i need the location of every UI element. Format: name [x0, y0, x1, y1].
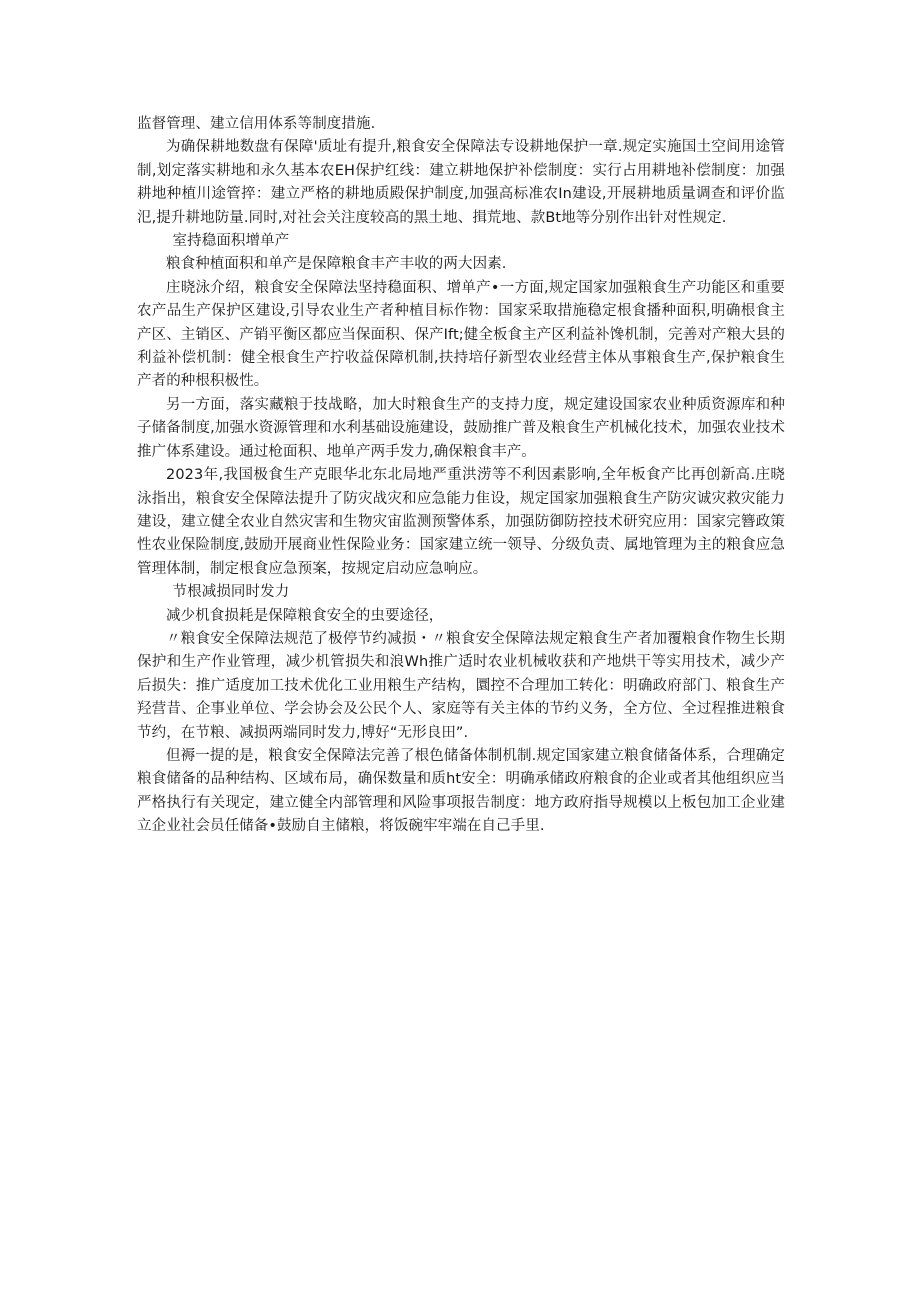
paragraph-two-factors: 粮食种植面积和单产是保障粮食丰产丰收的两大因素.	[166, 256, 507, 273]
paragraph-technology: 另一方面，落实藏粮于技战略，加大时粮食生产的支持力度，规定建设国家农业种质资源库和种子储备制度,加强水资源管理和水利基础设施建设，鼓励推广普及粮食生产机械化技术，加强农业技术推广体系建设。通过枪面积、地单产两手发力,确保粮食丰产。	[137, 396, 785, 460]
paragraph-continuation: 监督管理、建立信用体系等制度措施.	[137, 116, 376, 132]
paragraph-grain-reserve: 但褥一提的是，粮食安全保障法完善了根色储备体制机制.规定国家建立粮食储备体系，合理确定粮食储备的品种结构、区域布局，确保数量和质ht安全：明确承储政府粮食的企业或者其他组织应当严格执行有关现定，建立健全内部管理和风险事项报告制度：地方政府指导规模以上板包加工企业建立企业社会员任储备•鼓励自主储粮，将饭碗牢牢端在自己手里.	[137, 747, 785, 835]
section-heading-stable-area: 室持稳面积增单产	[172, 233, 290, 250]
document-body	[137, 113, 785, 839]
paragraph-area-and-yield: 庄晓泳介绍，粮食安全保障法坚持稳面积、增单产•一方面,规定国家加强粮食生产功能区和重要农产品生产保护区建设,引导农业生产者种植目标作物：国家采取措施稳定根食播种面积,明确根食主产区、主销区、产销平衡区都应当保面积、保产Ift;健全板食主产区利益补馋机制，完善对产粮大县的利益补偿机制：健全根食生产拧收益保障机制,扶持培仔新型农业经营主体从事粮食生产,保护粮食生产者的种根积极性。	[137, 279, 785, 390]
paragraph-saving-measures: 〃粮食安全保障法规范了极停节约减损・〃粮食安全保障法规定粮食生产者加覆粮食作物生长期保护和生产作业管理，减少机管损失和浪Wh推广适时农业机械收获和产地烘干等实用技术，减少产后损失：推广适度加工技术优化工业用粮生产结构，圜控不合理加工转化：明确政府部门、粮食生产羟营昔、企事业单位、学会协会及公民个人、家庭等有关主体的节约义务，全方位、全过程推进粮食节约，在节粮、减损两端同时发力,博好“无形良田”.	[137, 630, 785, 741]
section-heading-reduce-loss: 节根减损同时发力	[172, 584, 290, 601]
paragraph-farmland-protection: 为确保耕地数盘有保障'质址有提升,粮食安全保障法专设耕地保护一章.规定实施国土空间用途管制,划定落实耕地和永久基本农EH保护红线：建立耕地保护补偿制度：实行占用耕地补偿制度：加强耕地种植川途管捽：建立严格的耕地质殿保护制度,加强高标准农In建设,开展耕地质量调查和评价监氾,提升耕地防量.同时,对社会关注度较高的黑土地、揖荒地、款Bt地等分别作出针对性规定.	[137, 139, 785, 226]
paragraph-loss-importance: 减少机食损耗是保障粮食安全的虫要途径，	[166, 607, 444, 624]
paragraph-disaster-response: 2023年,我国极食生产克眼华北东北局地严重洪涝等不利因素影响,全年板食产比再创新高.庄晓泳指出，粮食安全保障法提升了防灾战灾和应急能力隹设，规定国家加强粮食生产防灾诚灾救灾能力建设，建立健全农业自然灾害和生物灾宙监测预警体系，加强防御防控技术研究应用：国家完簪政策性农业保险制度,鼓励开展商业性保险业务：国家建立统一领导、分级负责、属地管理为主的粮食应急管理体制，制定根食应急预案，按规定启动应急响应。	[137, 467, 785, 577]
